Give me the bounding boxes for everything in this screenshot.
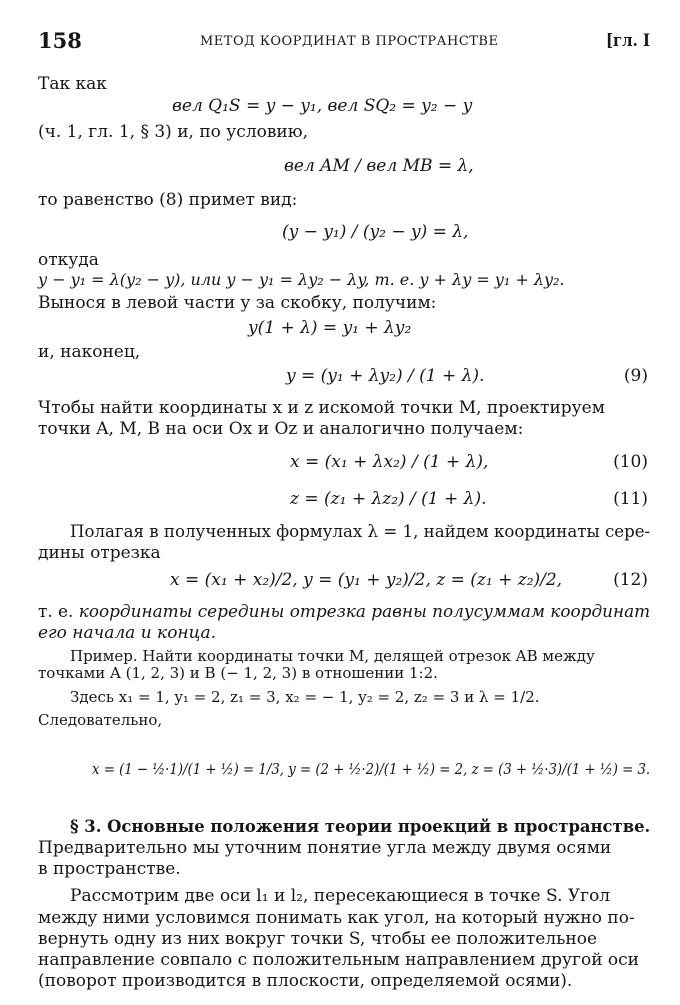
text-line: то равенство (8) примет вид: bbox=[38, 190, 298, 210]
equation: вел AM / вел MB = λ, bbox=[284, 156, 474, 176]
example-values: Здесь x₁ = 1, y₁ = 2, z₁ = 3, x₂ = − 1, y₂ = 2, z₂ = 3 и λ = 1/2. bbox=[70, 688, 540, 706]
equation-number: (11) bbox=[613, 489, 648, 509]
example-line: точками A (1, 2, 3) и B (− 1, 2, 3) в отношении 1:2. bbox=[38, 664, 438, 682]
conclusion-prefix: т. е. bbox=[38, 602, 79, 622]
text-line: точки A, M, B на оси Ox и Oz и аналогично получаем: bbox=[38, 419, 524, 439]
equation: x = (x₁ + x₂)/2, y = (y₁ + y₂)/2, z = (z₁ + z₂)/2, bbox=[170, 570, 563, 590]
equation-number: (10) bbox=[613, 452, 648, 472]
equation: x = (x₁ + λx₂) / (1 + λ), bbox=[290, 452, 489, 472]
running-title: МЕТОД КООРДИНАТ В ПРОСТРАНСТВЕ bbox=[200, 34, 499, 49]
text-line: Вынося в левой части y за скобку, получим: bbox=[38, 293, 437, 313]
example-line: Пример. Найти координаты точки M, делящей отрезок AB между bbox=[70, 647, 595, 665]
text-line: (ч. 1, гл. 1, § 3) и, по условию, bbox=[38, 122, 308, 142]
page-number: 158 bbox=[38, 28, 82, 53]
text-line: и, наконец, bbox=[38, 342, 141, 362]
conclusion-line bbox=[38, 602, 650, 622]
text-line: Чтобы найти координаты x и z искомой точки M, проектируем bbox=[38, 398, 605, 418]
equation: y = (y₁ + λy₂) / (1 + λ). bbox=[286, 366, 485, 386]
equation: y(1 + λ) = y₁ + λy₂ bbox=[248, 318, 412, 338]
equation: (y − y₁) / (y₂ − y) = λ, bbox=[282, 222, 469, 242]
chapter-label: [гл. I bbox=[606, 31, 651, 51]
equation-number: (12) bbox=[613, 570, 648, 590]
conclusion-line: его начала и конца. bbox=[38, 623, 217, 643]
example-result: x = (1 − ½·1)/(1 + ½) = 1/3, y = (2 + ½·2)/(1 + ½) = 2, z = (3 + ½·3)/(1 + ½) = 3. bbox=[92, 760, 651, 778]
equation-number: (9) bbox=[623, 366, 648, 386]
text-line: Полагая в полученных формулах λ = 1, найдем координаты сере- bbox=[70, 522, 651, 542]
example-line: Следовательно, bbox=[38, 711, 163, 729]
text-line: откуда bbox=[38, 250, 99, 270]
text-line: Предварительно мы уточним понятие угла между двумя осями bbox=[38, 838, 612, 858]
text-line: Рассмотрим две оси l₁ и l₂, пересекающиеся в точке S. Угол bbox=[70, 886, 611, 906]
text-line: в пространстве. bbox=[38, 859, 181, 879]
equation: z = (z₁ + λz₂) / (1 + λ). bbox=[290, 489, 487, 509]
text-line: дины отрезка bbox=[38, 543, 161, 563]
text-line: (поворот производится в плоскости, определяемой осями). bbox=[38, 971, 573, 991]
equation: y − y₁ = λ(y₂ − y), или y − y₁ = λy₂ − λy, т. е. y + λy = y₁ + λy₂. bbox=[38, 270, 565, 289]
text-line: между ними условимся понимать как угол, на который нужно по- bbox=[38, 908, 635, 928]
conclusion-emphasis: координаты середины отрезка равны полусуммам координат bbox=[78, 602, 651, 622]
text-line: вернуть одну из них вокруг точки S, чтобы ее положительное bbox=[38, 929, 598, 949]
text-line: направление совпало с положительным направлением другой оси bbox=[38, 950, 640, 970]
section-heading: § 3. Основные положения теории проекций в пространстве. bbox=[70, 817, 651, 837]
text-line: Так как bbox=[38, 74, 107, 94]
equation: вел Q₁S = y − y₁, вел SQ₂ = y₂ − y bbox=[172, 96, 473, 116]
